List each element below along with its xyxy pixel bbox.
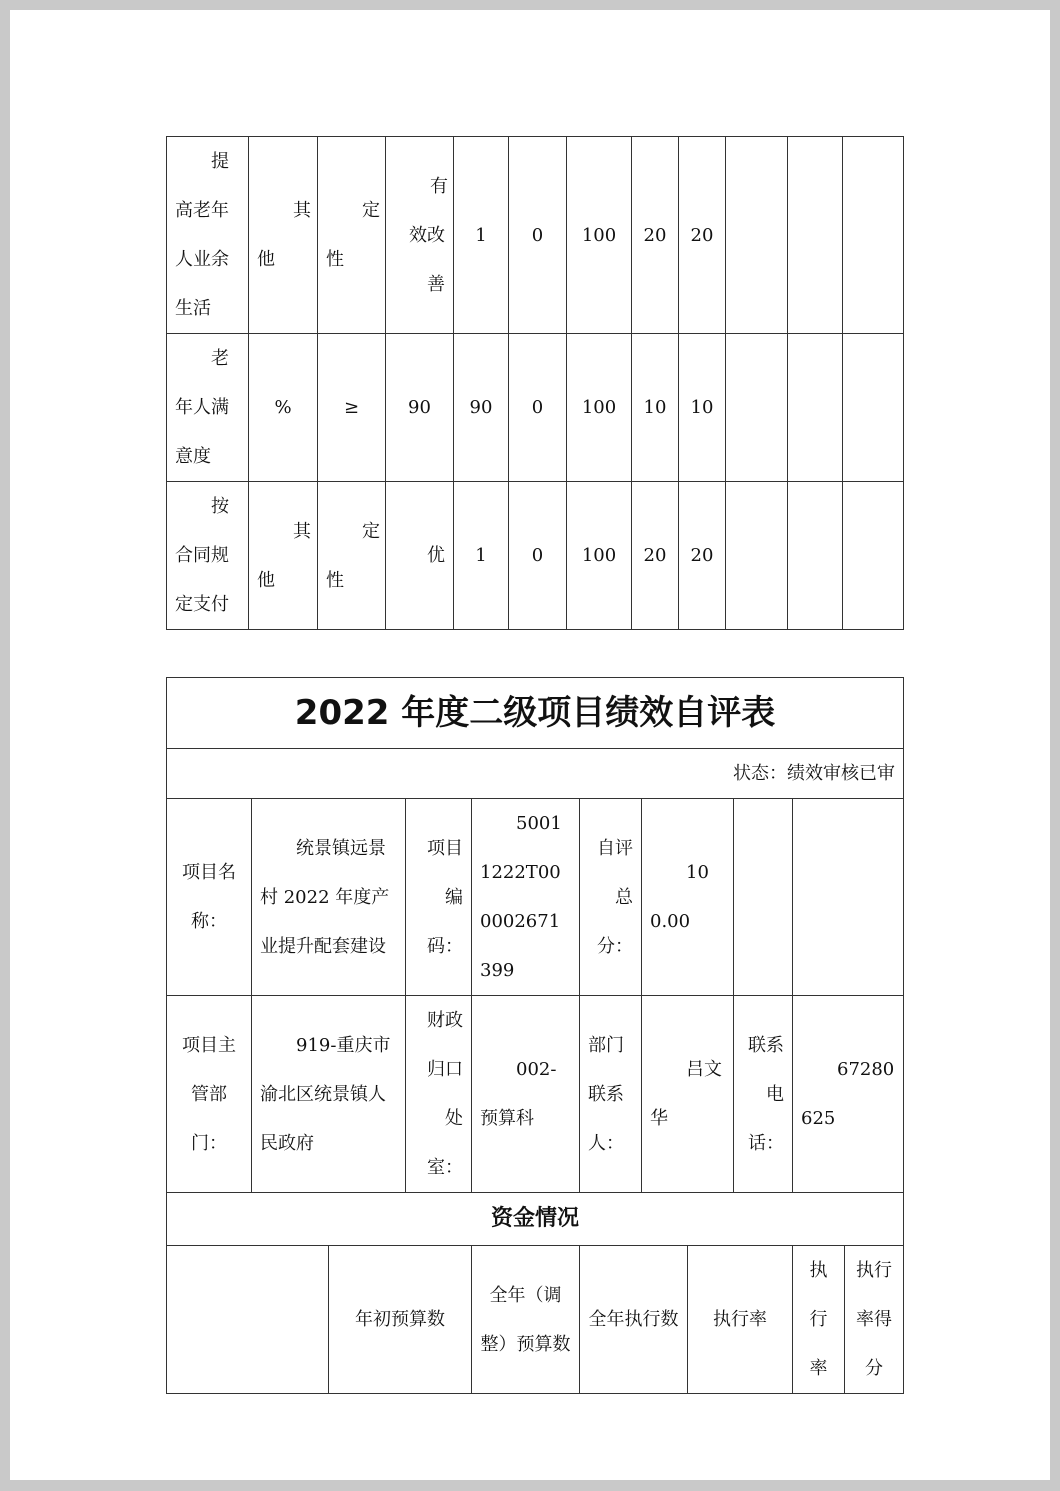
finance-value: 002-预算科	[472, 996, 580, 1193]
indicator-name: 按合同规定支付	[167, 482, 249, 630]
indicator-weight: 10	[632, 334, 679, 482]
indicator-score: 20	[679, 137, 726, 334]
table-row	[167, 749, 904, 799]
indicator-score: 10	[679, 334, 726, 482]
phone-value: 67280625	[793, 996, 904, 1193]
empty-cell	[843, 334, 904, 482]
indicator-completion: 100	[567, 482, 632, 630]
table-row	[167, 334, 904, 482]
score-value: 100.00	[642, 799, 734, 996]
funds-section-title: 资金情况	[167, 1193, 904, 1246]
indicator-deviation: 0	[509, 137, 567, 334]
indicator-type: %	[249, 334, 318, 482]
indicator-nature: ≥	[318, 334, 386, 482]
table-row	[167, 137, 904, 334]
self-evaluation-form	[166, 677, 904, 1394]
indicator-completion: 100	[567, 137, 632, 334]
dept-label: 项目主管部门：	[167, 996, 252, 1193]
indicator-deviation: 0	[509, 482, 567, 630]
indicator-target: 有效改善	[386, 137, 454, 334]
document-page	[10, 10, 1050, 1480]
empty-cell	[726, 137, 788, 334]
dept-value: 919-重庆市渝北区统景镇人民政府	[252, 996, 406, 1193]
project-name-value: 统景镇远景村 2022 年度产业提升配套建设	[252, 799, 406, 996]
indicator-score: 20	[679, 482, 726, 630]
empty-cell	[734, 799, 793, 996]
empty-cell	[843, 137, 904, 334]
indicator-target: 90	[386, 334, 454, 482]
funds-header-initial-budget: 年初预算数	[329, 1246, 472, 1394]
indicator-actual: 90	[454, 334, 509, 482]
indicator-nature: 定性	[318, 137, 386, 334]
indicator-target: 优	[386, 482, 454, 630]
funds-header-rate-score: 执行率得分	[845, 1246, 904, 1394]
phone-label: 联系电话：	[734, 996, 793, 1193]
table-row	[167, 482, 904, 630]
indicator-actual: 1	[454, 482, 509, 630]
table-row	[167, 1246, 904, 1394]
funds-header-adjusted-budget: 全年（调整）预算数	[472, 1246, 580, 1394]
empty-cell	[793, 799, 904, 996]
indicator-deviation: 0	[509, 334, 567, 482]
empty-cell	[788, 137, 843, 334]
project-code-value: 50011222T000002671399	[472, 799, 580, 996]
empty-cell	[843, 482, 904, 630]
table-row	[167, 799, 904, 996]
funds-header-blank	[167, 1246, 329, 1394]
indicator-table	[166, 136, 904, 630]
funds-header-execution-rate: 执行率	[688, 1246, 793, 1394]
empty-cell	[788, 334, 843, 482]
indicator-type: 其他	[249, 137, 318, 334]
form-title: 2022 年度二级项目绩效自评表	[167, 678, 904, 749]
indicator-completion: 100	[567, 334, 632, 482]
empty-cell	[788, 482, 843, 630]
score-label: 自评总分：	[580, 799, 642, 996]
finance-label: 财政归口处室：	[406, 996, 472, 1193]
indicator-nature: 定性	[318, 482, 386, 630]
table-row	[167, 678, 904, 749]
contact-value: 吕文华	[642, 996, 734, 1193]
indicator-weight: 20	[632, 482, 679, 630]
funds-header-rate: 执行率	[793, 1246, 845, 1394]
indicator-weight: 20	[632, 137, 679, 334]
empty-cell	[726, 482, 788, 630]
indicator-name: 提高老年人业余生活	[167, 137, 249, 334]
empty-cell	[726, 334, 788, 482]
contact-label: 部门联系人：	[580, 996, 642, 1193]
project-name-label: 项目名称：	[167, 799, 252, 996]
indicator-type: 其他	[249, 482, 318, 630]
table-row	[167, 1193, 904, 1246]
project-code-label: 项目编码：	[406, 799, 472, 996]
indicator-actual: 1	[454, 137, 509, 334]
status-text: 状态：绩效审核已审	[167, 749, 904, 799]
table-row	[167, 996, 904, 1193]
funds-header-executed: 全年执行数	[580, 1246, 688, 1394]
indicator-name: 老年人满意度	[167, 334, 249, 482]
